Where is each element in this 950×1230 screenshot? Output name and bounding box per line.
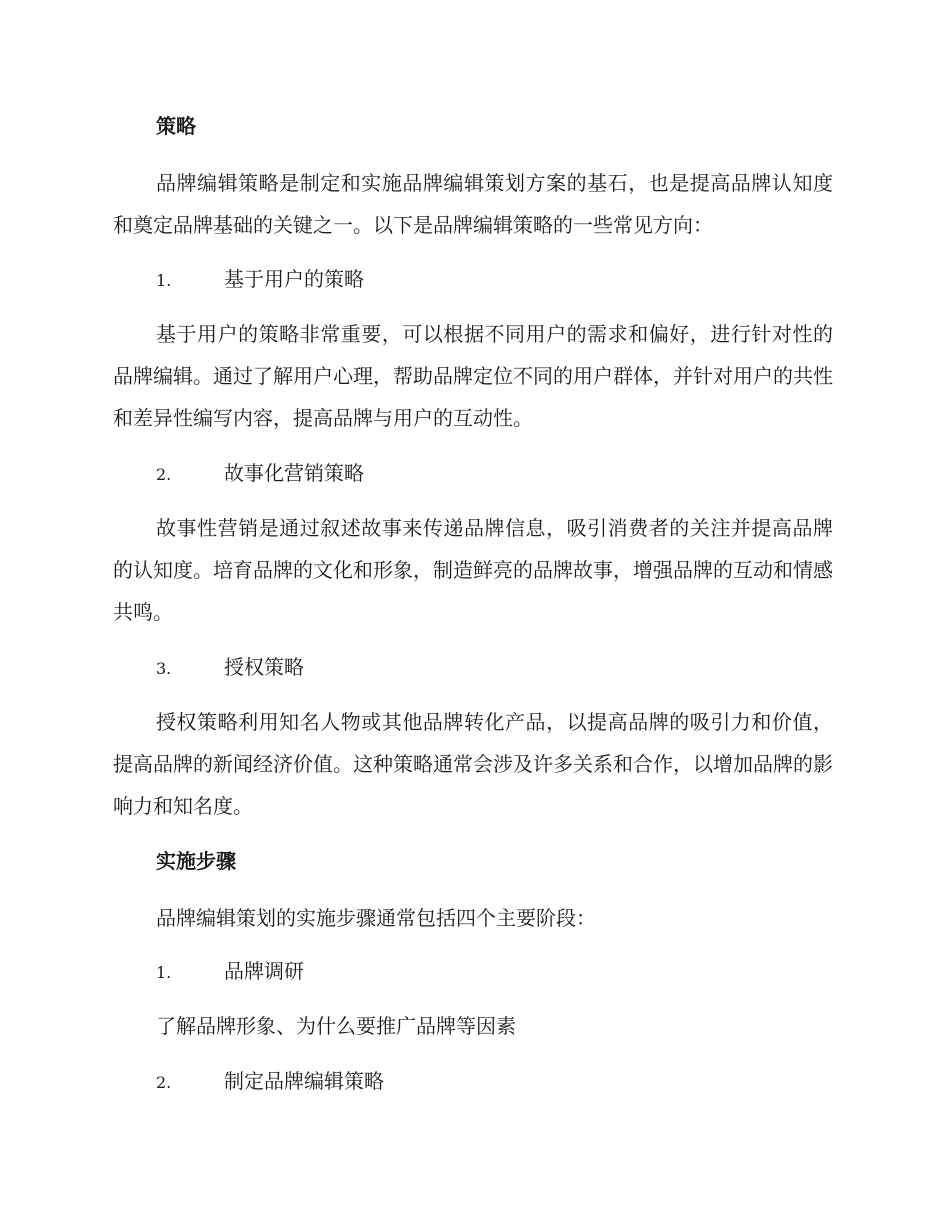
list-title: 故事化营销策略 <box>224 461 364 485</box>
list-title: 品牌调研 <box>224 959 304 983</box>
implementation-intro-paragraph: 品牌编辑策划的实施步骤通常包括四个主要阶段： <box>156 906 596 930</box>
section-heading-strategy: 策略 <box>156 114 196 138</box>
list-title: 制定品牌编辑策略 <box>224 1069 384 1093</box>
list-number: 2. <box>156 465 172 484</box>
list-number: 1. <box>156 963 172 982</box>
strategy-list-item-2 <box>156 459 364 487</box>
strategy-list-item-1 <box>156 265 364 293</box>
list-title: 授权策略 <box>224 655 304 679</box>
strategy-item-1-paragraph: 基于用户的策略非常重要，可以根据不同用户的需求和偏好，进行针对性的品牌编辑。通过了解用户心理，帮助品牌定位不同的用户群体，并针对用户的共性和差异性编写内容，提高品牌与用户的互动性。 <box>113 322 833 430</box>
list-number: 2. <box>156 1073 172 1092</box>
strategy-item-2-paragraph: 故事性营销是通过叙述故事来传递品牌信息，吸引消费者的关注并提高品牌的认知度。培育品牌的文化和形象，制造鲜亮的品牌故事，增强品牌的互动和情感共鸣。 <box>113 516 833 624</box>
implementation-list-item-2 <box>156 1067 384 1095</box>
section-heading-implementation: 实施步骤 <box>156 849 236 873</box>
implementation-list-item-1 <box>156 957 304 985</box>
strategy-list-item-3 <box>156 653 304 681</box>
list-number: 1. <box>156 271 172 290</box>
implementation-item-1-paragraph: 了解品牌形象、为什么要推广品牌等因素 <box>156 1014 516 1038</box>
strategy-intro-paragraph: 品牌编辑策略是制定和实施品牌编辑策划方案的基石，也是提高品牌认知度和奠定品牌基础的关键之一。以下是品牌编辑策略的一些常见方向： <box>113 171 833 237</box>
list-number: 3. <box>156 659 172 678</box>
strategy-item-3-paragraph: 授权策略利用知名人物或其他品牌转化产品，以提高品牌的吸引力和价值，提高品牌的新闻经济价值。这种策略通常会涉及许多关系和合作，以增加品牌的影响力和知名度。 <box>113 710 833 818</box>
list-title: 基于用户的策略 <box>224 267 364 291</box>
